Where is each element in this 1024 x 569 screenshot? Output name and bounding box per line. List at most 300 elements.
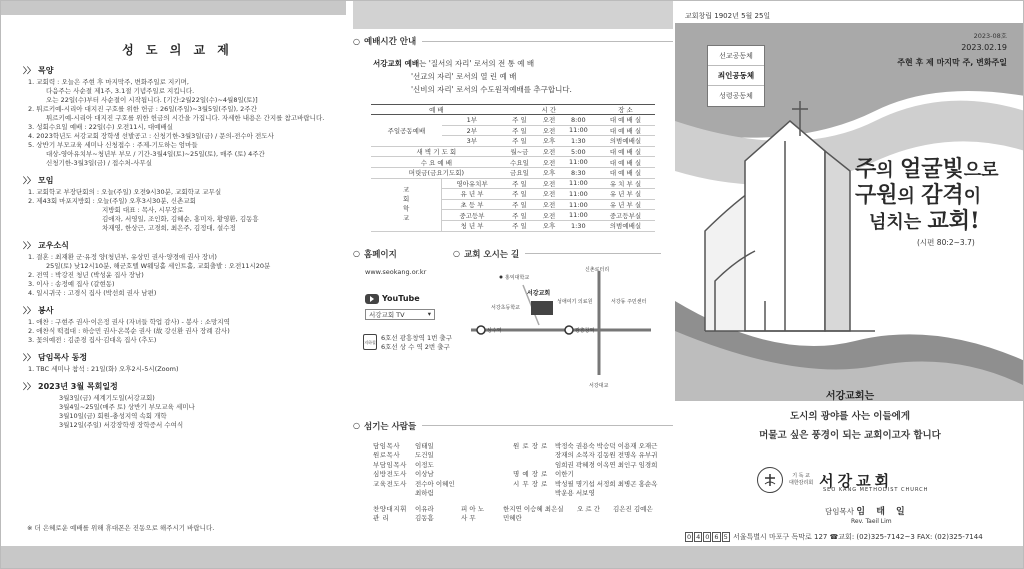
intro-line-1: 는 '질서의 자리' 로서의 전 통 예 배 [419, 59, 535, 68]
section-heading [23, 65, 332, 76]
staff-names: 민혜란 [503, 514, 522, 523]
staff-role: 원로목사 [373, 451, 401, 460]
header-rule [422, 425, 673, 426]
news-item-line [23, 197, 332, 206]
service-place: 대 예 배 실 [596, 115, 655, 126]
homepage-header [353, 248, 453, 260]
header-rule [422, 41, 673, 42]
section-heading [23, 305, 332, 316]
staff-row [513, 470, 673, 480]
staff-role [577, 514, 613, 524]
double-chevron-icon: 〉〉 [23, 382, 35, 391]
zip-digit: 0 [705, 533, 710, 541]
zip-digit: 5 [723, 533, 728, 541]
service-time: 11:00 [561, 189, 596, 200]
item-text: 꽃의예전 : 김준경 집사·김대옥 집사 (추도) [36, 336, 157, 344]
item-text: 교회력 : 오늘은 주현 후 마지막주, 변화주일로 지키며, [36, 78, 189, 86]
youtube-logo [365, 294, 420, 304]
service-place: 대 예 배 실 [596, 167, 655, 178]
staff-role [513, 461, 555, 471]
item-number: 3. [28, 123, 35, 131]
news-section [23, 240, 332, 298]
tag-sinner: 죄인공동체 [708, 66, 764, 86]
item-number: 2. [28, 271, 35, 279]
map-label-sungmo: 성애여기 의료원 [557, 298, 593, 305]
mission-line-2: 도시의 광야를 사는 이들에게 [789, 411, 911, 422]
news-item-line [23, 206, 332, 215]
staff-names: 이상남 [415, 470, 434, 479]
service-ampm: 오전 [537, 115, 561, 126]
circle-bullet-icon: ○ [453, 249, 460, 259]
subway-line-1: 6호선 광흥창역 1번 출구 [381, 333, 452, 342]
title-part: 넘치는 [869, 212, 928, 233]
staff-names: 이유라 [415, 504, 434, 513]
news-item-line [23, 123, 332, 132]
item-text: 애찬 : 구현주 권사·이은정 권사 (자녀들 학업 감사) - 봉사 : 소망지역 [36, 318, 230, 326]
staff-names: 이정도 [415, 460, 434, 469]
service-day: 주 일 [502, 178, 537, 189]
liturgical-sunday: 주현 후 제 마지막 주, 변화주일 [897, 58, 1007, 67]
item-text: 이사 : 송정예 집사 (갈현동) [36, 280, 115, 288]
worship-row [371, 178, 655, 189]
service-ampm: 오전 [537, 210, 561, 221]
item-text: 다음주는 사순절 제1주, 3.1절 기념주일로 지킵니다. [46, 87, 195, 95]
item-text: 김애자, 서영일, 조인화, 김혜순, 홍미자, 황영환, 김동흥 [102, 215, 259, 223]
mission-statement [675, 387, 1024, 441]
item-number: 3. [28, 336, 35, 344]
news-item-line [23, 78, 332, 87]
news-item-line [23, 280, 332, 289]
people-header [353, 420, 673, 432]
staff-role [513, 489, 555, 499]
denomination-line-2: 대한감리회 [789, 480, 814, 486]
section-heading [23, 175, 332, 186]
staff-left [373, 442, 513, 499]
staff-role: 담임목사 [373, 441, 401, 450]
staff-role: 찬양대지휘 [373, 504, 407, 513]
service-place: 유 년 부 실 [596, 199, 655, 210]
schedule-line: 3월3일(금) 세계기도일(서강교회) [59, 394, 155, 402]
staff-role: 부담임목사 [373, 460, 407, 469]
cover-panel [675, 1, 1024, 569]
service-ampm: 오후 [537, 136, 561, 147]
subway-icon: 지하철 [363, 334, 377, 350]
worship-table [371, 104, 655, 232]
service-ampm: 오전 [537, 157, 561, 168]
homepage-block [353, 248, 453, 402]
people-header-text: 섬기는 사람들 [363, 421, 417, 432]
service-name: 새 벽 기 도 회 [371, 146, 502, 157]
map-label-bridge: 서강대교 [589, 382, 609, 389]
map-label-church: 서강교회 [527, 289, 551, 297]
service-ampm: 오전 [537, 125, 561, 136]
service-name: 초 등 부 [442, 199, 502, 210]
founding-date: 교회창립 1902년 5월 25일 [685, 12, 771, 20]
section-heading-text: 목양 [38, 66, 54, 75]
staff-row [513, 489, 673, 499]
staff-role: 교육전도사 [373, 479, 407, 488]
worship-row [371, 115, 655, 126]
staff-names: 이한기 [555, 470, 574, 479]
item-text: 튀르키예-시리아 대지진 구호를 위한 헌금 : 26일(주일)~3월5일(주일), 2주간 [36, 105, 257, 113]
news-section [23, 175, 332, 233]
news-item-line [23, 188, 332, 197]
pastor-english: Rev. Taeil Lim [851, 518, 892, 525]
news-item-line [23, 87, 332, 96]
church-name: 서강교회 [819, 471, 894, 490]
map-label-sangsu: 상수역 [487, 327, 502, 334]
news-section [23, 65, 332, 168]
item-text: 성회수요일 예배 : 22일(수) 오전11시, 대예배실 [36, 123, 173, 131]
news-item-line [23, 365, 332, 374]
item-text: 튀르키예-시리아 대지진 구호를 위한 헌금의 시간을 가집니다. 자세한 내용은 간지를 참고바랍니다. [46, 114, 325, 122]
youtube-label: YouTube [382, 294, 420, 304]
service-day: 주 일 [502, 220, 537, 231]
title-part: 구원 [855, 182, 898, 208]
service-time: 11:00 [561, 157, 596, 168]
staff-role: 명 예 장 로 [513, 470, 548, 479]
subway-info [363, 334, 453, 352]
news-item-line [23, 150, 332, 159]
pastor-label: 담임목사 [825, 507, 854, 516]
worship-row [371, 167, 655, 178]
service-time: 8:00 [561, 115, 596, 126]
circle-bullet-icon: ○ [353, 249, 360, 259]
service-time: 11:00 [561, 125, 596, 136]
service-place: 대 예 배 실 [596, 125, 655, 136]
service-time: 1:30 [561, 220, 596, 231]
news-item-line [23, 262, 332, 271]
service-part: 1부 [442, 115, 502, 126]
youtube-channel-value: 서강교회 TV [369, 310, 405, 319]
title-part: 으로 [963, 160, 999, 181]
church-school-label: 교회학교 [371, 178, 442, 231]
intro-line-3: '신비의 자리' 로서의 수도원적예배를 추구합니다. [411, 85, 572, 94]
staff-names: 박성필 명기섭 서정희 최병곤 홍순옥 [555, 479, 658, 488]
community-tags [707, 45, 765, 107]
youtube-channel-select[interactable] [365, 309, 435, 320]
item-text: TBC 세미나 참석 : 21일(화) 오후2시-5시(Zoom) [36, 365, 179, 373]
worship-table-body [371, 115, 655, 232]
item-number: 3. [28, 280, 35, 288]
item-text: 상반기 부모교육 세미나 신청접수 : 주제-기도하는 엄마들 [36, 141, 198, 149]
service-time: 5:00 [561, 146, 596, 157]
map-label-sinchon: 신촌로터리 [585, 266, 610, 273]
sunday-worship-label: 주일공동예배 [371, 115, 442, 147]
staff-row [513, 461, 673, 471]
staff-bottom [373, 505, 673, 524]
church-address [685, 532, 983, 542]
pastor [825, 504, 909, 517]
double-chevron-icon: 〉〉 [23, 306, 35, 315]
staff-row [373, 442, 513, 452]
news-item-line [23, 224, 332, 233]
address-text: 서울특별시 마포구 독막로 127 ☎교회: (02)325-7142~3 FAX: (02)325-7144 [732, 533, 983, 541]
news-item-line [23, 271, 332, 280]
item-text: 지방회 대표 : 목사, 시무장로 [102, 206, 184, 214]
station-gwangheung-icon [565, 326, 573, 334]
intro-church: 서강교회 예배 [373, 59, 420, 68]
double-chevron-icon: 〉〉 [23, 176, 35, 185]
service-time: 11:00 [561, 199, 596, 210]
circle-bullet-icon: ○ [353, 36, 360, 46]
item-number: 1. [28, 318, 35, 326]
staff-role: 원 로 장 로 [513, 441, 548, 450]
denomination [789, 473, 813, 487]
news-item-line [23, 327, 332, 336]
section-heading-text: 2023년 3월 목회일정 [38, 382, 118, 391]
youtube-play-icon [365, 294, 379, 304]
station-sangsu-icon [477, 326, 485, 334]
staff-names: 김은진 김예은 [613, 504, 653, 513]
service-part: 2부 [442, 125, 502, 136]
service-place: 유 치 부 실 [596, 178, 655, 189]
section-heading-text: 담임목사 동정 [38, 353, 88, 362]
worship-panel [353, 1, 673, 569]
staff-names: 박운용 서보영 [555, 489, 595, 498]
news-sections [23, 65, 332, 430]
col-worship: 예 배 [371, 105, 502, 115]
item-text: 제43회 마포지방회 : 오늘(주일) 오후3시30분, 신촌교회 [36, 197, 196, 205]
staff-row [373, 461, 513, 471]
schedule-line: 3월10일(금) 회원-충성지역 속회 개학 [59, 412, 167, 420]
service-name: 중고등부 [442, 210, 502, 221]
zip-digit: 6 [714, 533, 719, 541]
news-panel [1, 1, 346, 569]
mission-line-3: 머물고 싶은 풍경이 되는 교회이고자 합니다 [759, 430, 941, 441]
item-number: 4. [28, 132, 35, 140]
pastor-name: 임 태 일 [856, 507, 909, 517]
item-number: 1. [28, 78, 35, 86]
map-header [453, 248, 661, 260]
news-item-line [23, 132, 332, 141]
staff-role: 피 아 노 [461, 504, 484, 513]
news-item-line [23, 105, 332, 114]
section-heading [23, 240, 332, 251]
chevron-down-icon: ▾ [427, 310, 431, 319]
news-item-line [23, 289, 332, 298]
col-place: 장 소 [596, 105, 655, 115]
service-place: 중고등부실 [596, 210, 655, 221]
service-time: 8:30 [561, 167, 596, 178]
staff-right [513, 442, 673, 499]
zip-code [685, 533, 733, 541]
news-item-line [23, 336, 332, 345]
map-label-center: 서강동 주민센터 [611, 298, 647, 305]
church-marker-icon [531, 301, 553, 315]
staff-role: 관 리 [373, 514, 390, 523]
service-ampm: 오전 [537, 199, 561, 210]
item-text: 결혼 : 최재환 군·유정 양(청년부, 유상민 권사·양경애 권사 장녀) [36, 253, 217, 261]
dot-icon [500, 275, 503, 278]
service-name: 청 년 부 [442, 220, 502, 231]
service-time: 1:30 [561, 136, 596, 147]
worship-header [353, 35, 673, 47]
service-place: 의범예배실 [596, 220, 655, 231]
service-day: 주 일 [502, 210, 537, 221]
item-text: 전역 : 박강진 청년 (박성윤 집사 장남) [36, 271, 144, 279]
service-time: 11:00 [561, 210, 596, 221]
service-place: 의범예배실 [596, 136, 655, 147]
tag-mission: 선교공동체 [708, 46, 764, 66]
service-ampm: 오전 [537, 178, 561, 189]
item-number: 2. [28, 105, 35, 113]
service-name: 영아유치부 [442, 178, 502, 189]
service-place: 대 예 배 실 [596, 157, 655, 168]
map-header-text: 교회 오시는 길 [463, 249, 520, 260]
sermon-title [855, 157, 998, 248]
news-section [23, 305, 332, 345]
staff-row [373, 514, 673, 524]
staff-names: 장재의 소복자 김동원 전명옥 유부귀 [555, 451, 658, 460]
double-chevron-icon: 〉〉 [23, 66, 35, 75]
title-line-1 [855, 157, 998, 183]
service-time: 11:00 [561, 178, 596, 189]
news-item-line [23, 114, 332, 123]
zip-digit: 0 [687, 533, 692, 541]
people-block [353, 420, 673, 524]
item-text: 교회학교 부장단회의 : 오늘(주일) 오전9시30분, 교회학교 교무실 [36, 188, 222, 196]
zip-digit: 4 [696, 533, 701, 541]
staff-names: 임희권 곽혜경 이옥연 최인구 임경희 [555, 460, 658, 469]
mission-line-1: 서강교회는 [825, 391, 875, 402]
section-heading-text: 모임 [38, 176, 54, 185]
news-item-line [23, 141, 332, 150]
title-line-3 [869, 209, 998, 235]
title-part: 이 [963, 186, 982, 207]
section-heading [23, 352, 332, 363]
double-chevron-icon: 〉〉 [23, 241, 35, 250]
service-day: 수요일 [502, 157, 537, 168]
staff-role: 시 무 장 로 [513, 479, 548, 488]
service-ampm: 오후 [537, 220, 561, 231]
info-row [353, 248, 673, 402]
circle-bullet-icon: ○ [353, 421, 360, 431]
map-label-gwangheung: 광흥창역 [575, 327, 595, 334]
staff-row [513, 442, 673, 452]
title-part: 의 [876, 160, 894, 181]
scripture-reference: (시편 80:2~3.7) [917, 238, 975, 247]
service-name: 유 년 부 [442, 189, 502, 200]
item-text: 애찬식 떡접대 : 하승민 권사·온복순 권사 (故 강신환 권사 장례 감사) [36, 327, 230, 335]
service-part: 3부 [442, 136, 502, 147]
item-number: 5. [28, 141, 35, 149]
tag-spirit: 성령공동체 [719, 92, 753, 100]
denomination-line-1: 기 독 교 [792, 473, 810, 479]
staff-names: 전수아 이혜인 [415, 479, 455, 488]
item-text: 차재영, 한상근, 고경희, 최은주, 김정대, 설수정 [102, 224, 236, 232]
title-part: 주 [855, 156, 877, 182]
title-part: 감격 [921, 182, 964, 208]
item-text: 대상-영아유치부~청년부 부모 / 기간-3월4일(토)~25일(토), 매주 (토) 4주간 [46, 150, 265, 158]
news-item-line [23, 159, 332, 168]
item-text: 2023학년도 서강교회 장학생 선발공고 : 신청기한-3월3일(금) / 문의-전수아 전도사 [36, 132, 274, 140]
service-place: 대 예 배 실 [596, 146, 655, 157]
map-label-hongik: 홍익대학교 [505, 274, 530, 281]
worship-row [371, 146, 655, 157]
staff-names: 김동흠 [415, 514, 434, 523]
news-item-line [23, 96, 332, 105]
worship-header-text: 예배시간 안내 [363, 37, 417, 47]
item-number: 1. [28, 365, 35, 373]
service-name: 머릿금(금요기도회) [371, 167, 502, 178]
title-part: 의 [897, 186, 922, 207]
item-number: 2. [28, 197, 35, 205]
service-ampm: 오전 [537, 146, 561, 157]
staff-row [513, 451, 673, 461]
service-name: 수 요 예 배 [371, 157, 502, 168]
item-text: 25일(토) 낮12시10분, 해군호텔 W웨딩홀 세인트홀, 교회출발 : 오전11시20분 [46, 262, 271, 270]
news-section [23, 381, 332, 430]
staff-list [373, 442, 673, 499]
staff-role [373, 489, 415, 499]
title-line-2 [855, 183, 998, 209]
item-number: 1. [28, 253, 35, 261]
service-place: 유 년 부 실 [596, 189, 655, 200]
news-item-line [23, 215, 332, 224]
service-ampm: 오후 [537, 167, 561, 178]
service-day: 주 일 [502, 125, 537, 136]
location-map [461, 260, 661, 400]
map-label-school: 서강초등학교 [491, 304, 520, 311]
subway-line-2: 6호선 상 수 역 2번 출구 [381, 342, 450, 351]
item-text: 신청기한-3월3일(금) / 접수처-사무실 [46, 159, 152, 167]
church-name-english: SEO KANG METHODIST CHURCH [823, 487, 929, 493]
intro-line-2: '선교의 자리' 로서의 열 린 예 배 [411, 72, 517, 81]
staff-row [373, 505, 673, 515]
worship-row [371, 157, 655, 168]
worship-intro [373, 57, 673, 96]
service-day: 월~금 [502, 146, 537, 157]
homepage-link[interactable]: www.seokang.or.kr [365, 267, 427, 276]
title-part: 얼굴빛 [899, 156, 964, 182]
section-heading [23, 381, 332, 392]
news-title: 성 도 의 교 제 [122, 43, 233, 57]
phone-note: ※ 더 은혜로운 예배를 위해 휴대폰은 진동으로 해주시기 바랍니다. [27, 524, 215, 532]
staff-names: 도건일 [415, 451, 434, 460]
item-number: 1. [28, 188, 35, 196]
staff-names: 박정숙 권용숙 박승덕 이용재 오재근 [555, 441, 658, 450]
staff-role: 사 무 [461, 514, 476, 523]
item-text: 일시귀국 : 고경식 집사 (박선희 권사 남편) [36, 289, 157, 297]
service-day: 주 일 [502, 115, 537, 126]
staff-names: 최하림 [415, 489, 434, 498]
staff-row [373, 470, 513, 480]
title-part: 교회! [927, 208, 980, 234]
issue-number: 2023-08호 [973, 32, 1007, 40]
staff-role [513, 451, 555, 461]
staff-row [373, 451, 513, 461]
service-ampm: 오전 [537, 189, 561, 200]
homepage-header-text: 홈페이지 [363, 249, 397, 260]
staff-row [513, 480, 673, 490]
service-day: 금요일 [502, 167, 537, 178]
service-day: 주 일 [502, 199, 537, 210]
double-chevron-icon: 〉〉 [23, 353, 35, 362]
staff-row [373, 489, 513, 499]
map-block [453, 248, 661, 402]
service-day: 주 일 [502, 136, 537, 147]
subway-lines [381, 334, 452, 352]
staff-role: 오 르 간 [577, 504, 600, 513]
staff-names: 임태일 [415, 441, 434, 450]
header-rule [525, 253, 661, 254]
section-heading-text: 교우소식 [38, 241, 69, 250]
item-text: 오는 22일(수)부터 사순절이 시작됩니다. [기간:2월22일(수)~4월8일(토)] [46, 96, 258, 104]
news-section [23, 352, 332, 374]
staff-role: 심방전도사 [373, 470, 407, 479]
news-item-line [23, 318, 332, 327]
